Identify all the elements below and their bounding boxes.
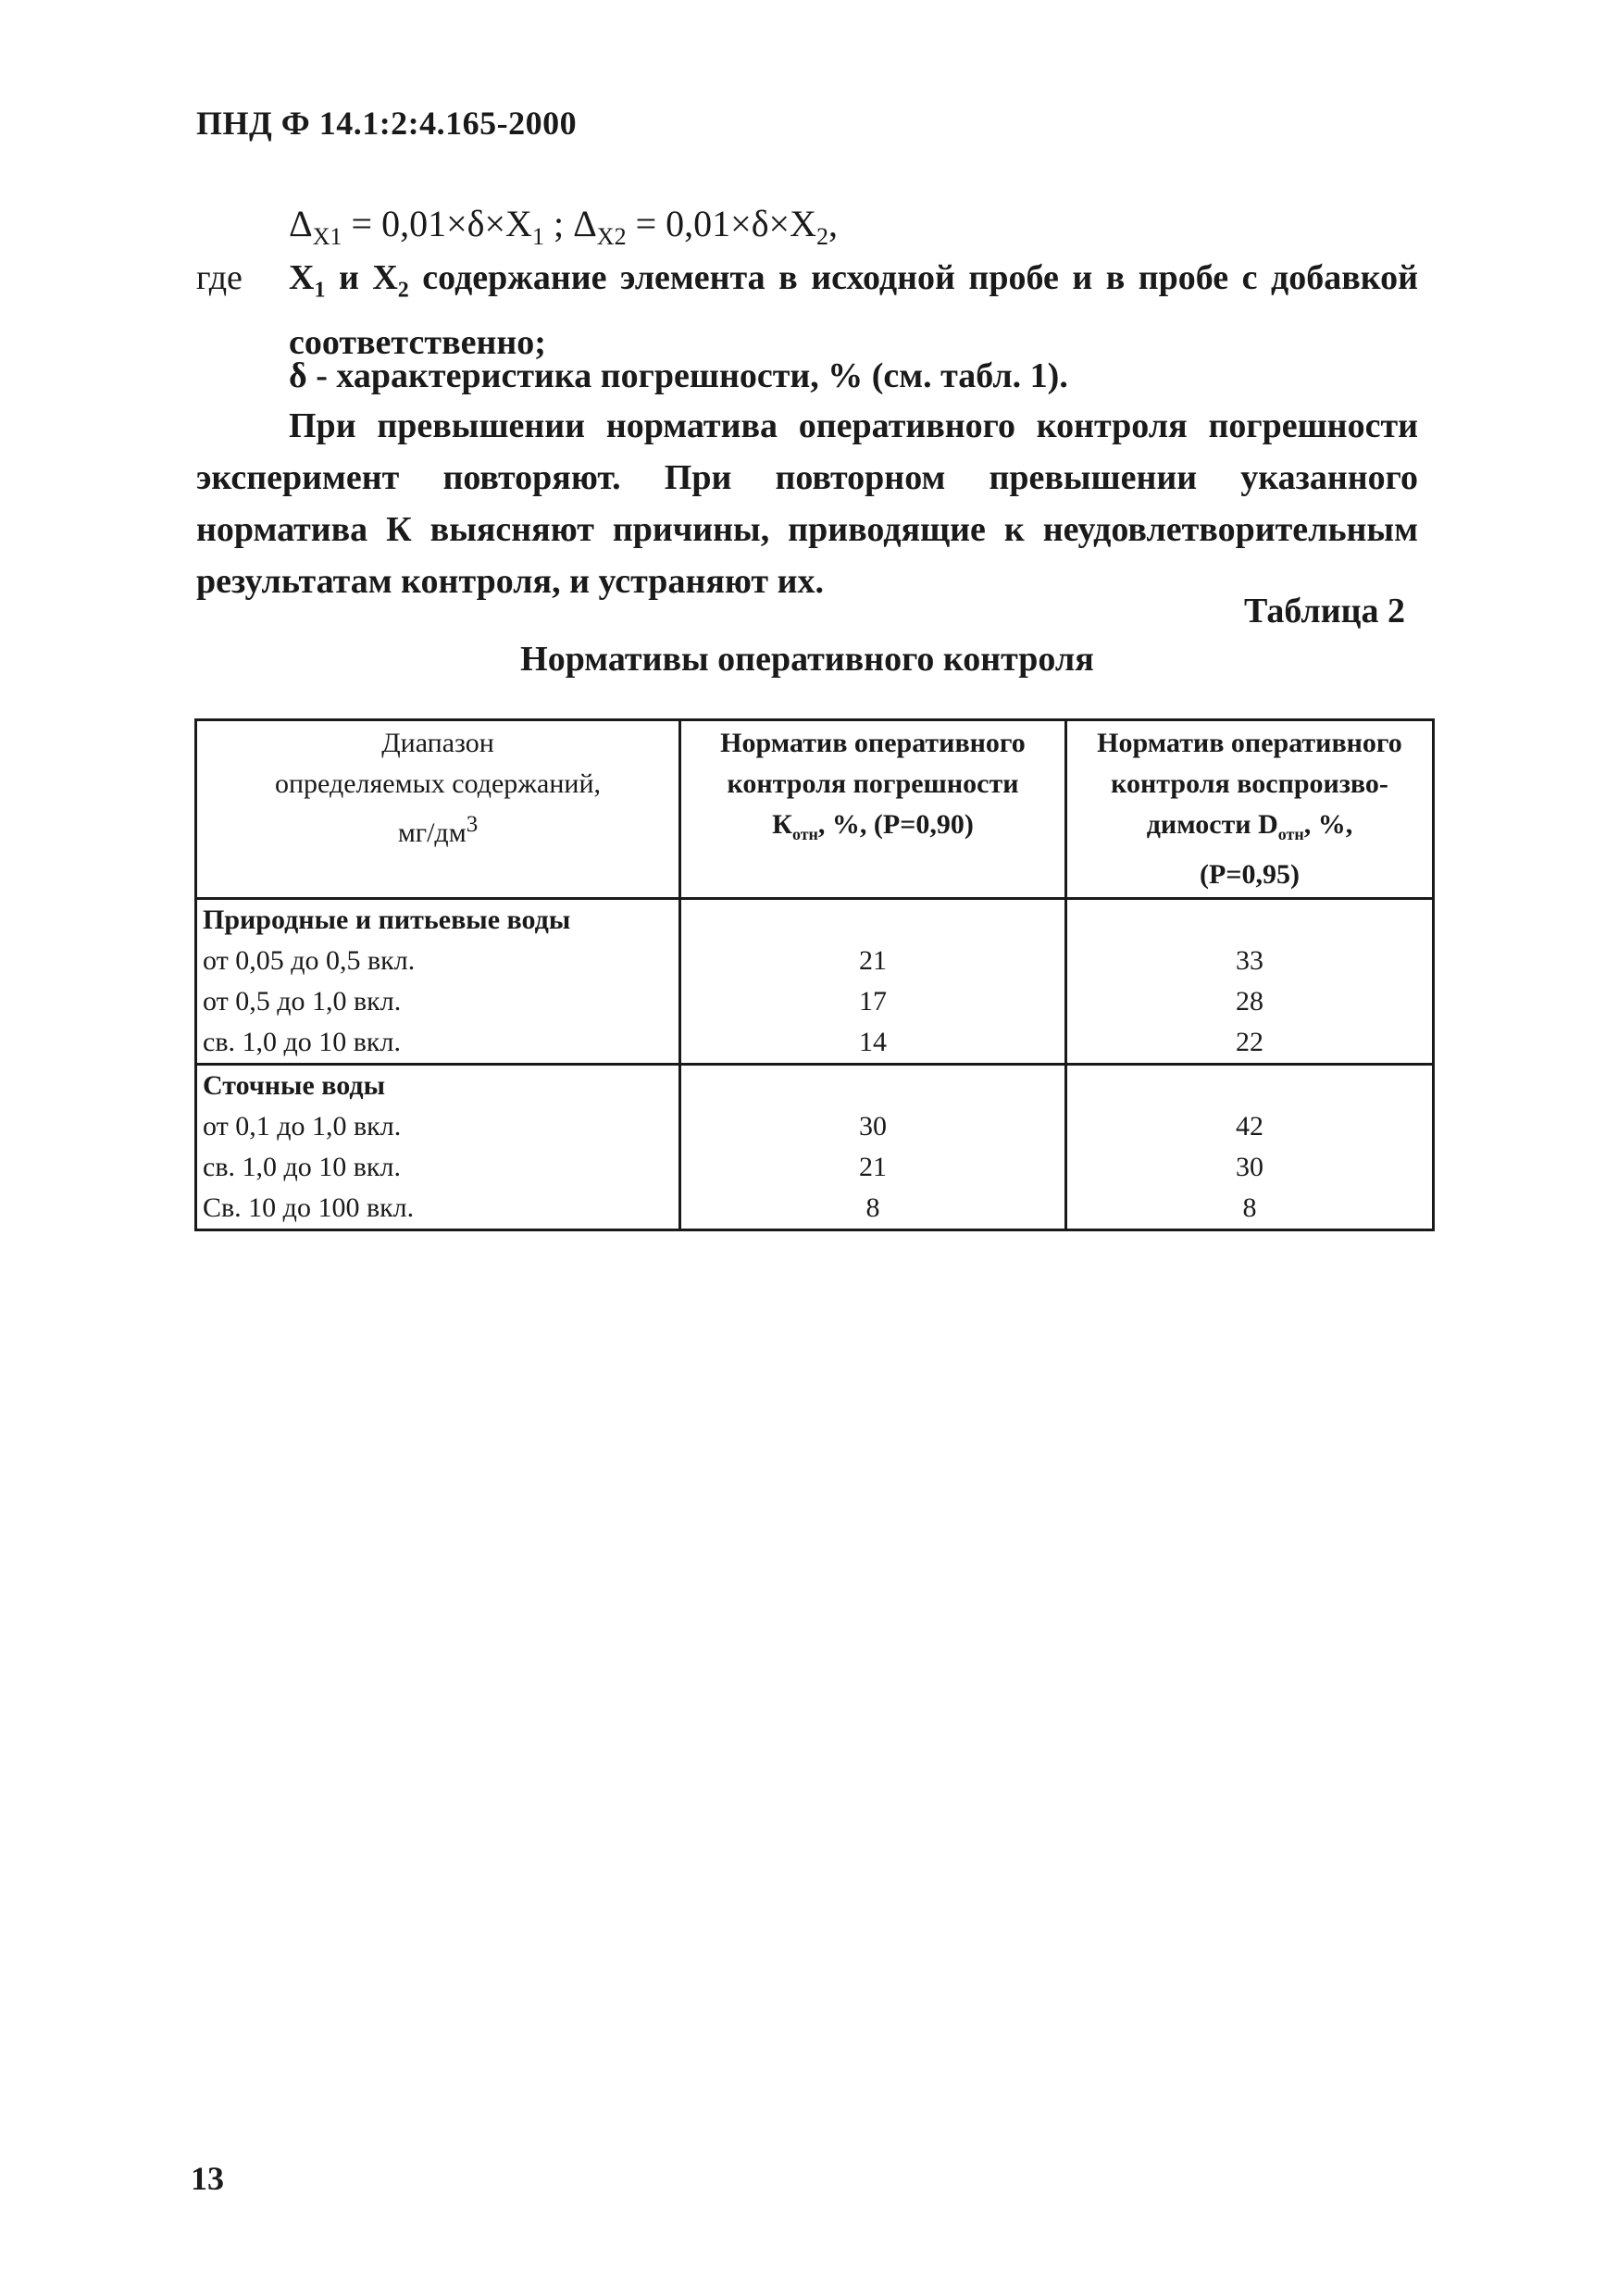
header-text: димости D bbox=[1146, 809, 1278, 840]
header-text: Норматив оперативного bbox=[1097, 728, 1402, 758]
header-text: мг/дм bbox=[397, 817, 467, 848]
header-text: контроля погрешности bbox=[727, 768, 1019, 799]
table-row bbox=[196, 941, 1434, 981]
header-subscript: отн bbox=[1277, 825, 1304, 843]
header-subscript: отн bbox=[791, 825, 818, 843]
table-row bbox=[196, 1106, 1434, 1147]
formula-subscript: X1 bbox=[312, 223, 342, 250]
x-variable: X bbox=[289, 258, 315, 297]
delta-symbol: Δ bbox=[573, 203, 597, 244]
x-variable-and: и X bbox=[325, 258, 398, 297]
body-paragraph: При превышении норматива оперативного контроля погрешности эксперимент повторяют. При повторном превышении указанного норматива К выясняют причины, приводящие к неудовлетворительным результатам контроля, и устраняют их. bbox=[196, 406, 1418, 601]
k-value-cell: 21 bbox=[680, 1147, 1066, 1188]
group-row bbox=[196, 899, 1434, 942]
where-definition bbox=[289, 252, 1418, 368]
table-number: Таблица 2 bbox=[1243, 592, 1405, 630]
error-formula bbox=[289, 202, 838, 251]
empty-cell bbox=[1066, 1065, 1434, 1107]
x-subscript: 2 bbox=[397, 278, 409, 303]
table-row bbox=[196, 1022, 1434, 1065]
delta-definition: δ - характеристика погрешности, % (см. табл. 1). bbox=[289, 356, 1068, 395]
table-row bbox=[196, 1188, 1434, 1230]
d-value-cell: 22 bbox=[1066, 1022, 1434, 1065]
k-value-cell: 14 bbox=[680, 1022, 1066, 1065]
header-text: контроля воспроизво- bbox=[1111, 768, 1388, 799]
k-value-cell: 30 bbox=[680, 1106, 1066, 1147]
range-cell: Св. 10 до 100 вкл. bbox=[196, 1188, 680, 1230]
d-value-cell: 28 bbox=[1066, 981, 1434, 1022]
header-text: Норматив оперативного bbox=[720, 728, 1026, 758]
range-cell: св. 1,0 до 10 вкл. bbox=[196, 1022, 680, 1065]
formula-index: 1 bbox=[531, 223, 544, 250]
header-text: , %, (Р=0,90) bbox=[817, 809, 974, 840]
table-title: Нормативы оперативного контроля bbox=[520, 640, 1094, 679]
d-value-cell: 30 bbox=[1066, 1147, 1434, 1188]
formula-text: = 0,01×δ×X bbox=[626, 203, 816, 244]
k-value-cell: 8 bbox=[680, 1188, 1066, 1230]
page-number: 13 bbox=[191, 2160, 224, 2197]
range-cell: от 0,05 до 0,5 вкл. bbox=[196, 941, 680, 981]
where-definition-text: содержание элемента в исходной пробе и в пробе с добавкой соответственно; bbox=[289, 258, 1419, 362]
range-cell: от 0,5 до 1,0 вкл. bbox=[196, 981, 680, 1022]
empty-cell bbox=[1066, 899, 1434, 942]
range-cell: св. 1,0 до 10 вкл. bbox=[196, 1147, 680, 1188]
d-value-cell: 33 bbox=[1066, 941, 1434, 981]
header-error-norm bbox=[680, 720, 1066, 899]
formula-subscript: X2 bbox=[596, 223, 627, 250]
formula-separator: ; bbox=[543, 203, 574, 244]
x-subscript: 1 bbox=[314, 278, 326, 303]
header-text: определяемых содержаний, bbox=[274, 768, 602, 799]
header-text: (Р=0,95) bbox=[1200, 859, 1300, 890]
formula-end: , bbox=[828, 203, 838, 244]
header-text: , %, bbox=[1303, 809, 1353, 840]
d-value-cell: 42 bbox=[1066, 1106, 1434, 1147]
header-superscript: 3 bbox=[466, 812, 479, 837]
k-value-cell: 17 bbox=[680, 981, 1066, 1022]
delta-symbol: Δ bbox=[289, 203, 313, 244]
table-header-row bbox=[196, 720, 1434, 899]
group-name: Сточные воды bbox=[196, 1065, 680, 1107]
empty-cell bbox=[680, 899, 1066, 942]
header-range bbox=[196, 720, 680, 899]
norms-table bbox=[194, 718, 1435, 1231]
table-row bbox=[196, 1147, 1434, 1188]
formula-index: 2 bbox=[816, 223, 828, 250]
formula-text: = 0,01×δ×X bbox=[342, 203, 532, 244]
d-value-cell: 8 bbox=[1066, 1188, 1434, 1230]
where-word: где bbox=[196, 258, 243, 297]
k-value-cell: 21 bbox=[680, 941, 1066, 981]
table-row bbox=[196, 981, 1434, 1022]
group-name: Природные и питьевые воды bbox=[196, 899, 680, 942]
header-text: К bbox=[772, 809, 792, 840]
header-reproducibility-norm bbox=[1066, 720, 1434, 899]
document-code: ПНД Ф 14.1:2:4.165-2000 bbox=[196, 105, 578, 142]
empty-cell bbox=[680, 1065, 1066, 1107]
range-cell: от 0,1 до 1,0 вкл. bbox=[196, 1106, 680, 1147]
header-text: Диапазон bbox=[381, 728, 494, 758]
group-row bbox=[196, 1065, 1434, 1107]
